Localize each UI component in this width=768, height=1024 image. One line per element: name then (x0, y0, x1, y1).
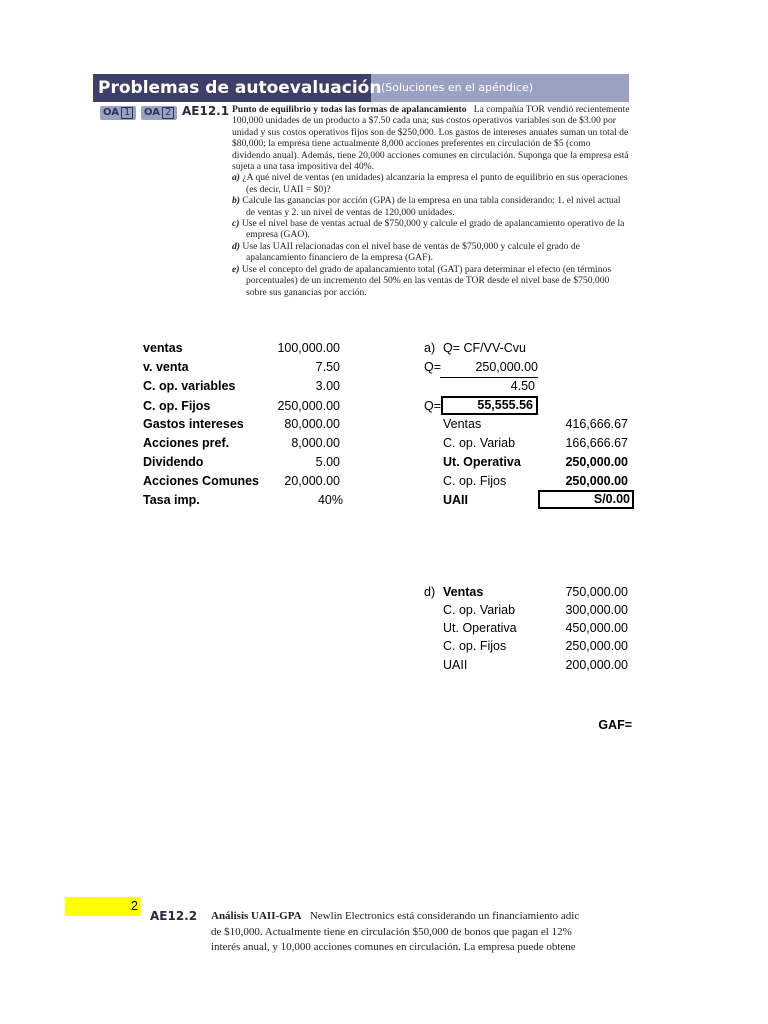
part-d-label-uaii[interactable]: UAII (443, 658, 468, 672)
part-a-value-ventas[interactable]: 416,666.67 (565, 417, 628, 431)
input-value-dividendo[interactable]: 5.00 (315, 455, 340, 469)
oa-badge-number: 2 (162, 107, 174, 119)
breakeven-formula[interactable]: Q= CF/VV-Cvu (443, 341, 527, 355)
part-a-label-ventas[interactable]: Ventas (443, 417, 482, 431)
input-value-costos-variables[interactable]: 3.00 (315, 379, 340, 393)
oa-badge-2 (141, 106, 177, 120)
problem-intro: La compañía TOR vendió recientemente 100,000 unidades de un producto a $7.50 cada una; sus costos operativos variables son de $3.00 por unidad y sus costos operativos fijos son de $250,000. Los gastos de intereses anuales suman un total de $80,000; la empresa tiene actualmente 8,000 acciones preferentes en circulación de $5 (como dividendo anual). Además, tiene 20,000 acciones comunes en circulación. Suponga que la empresa está sujeta a una tasa impositiva del 40%. (232, 104, 630, 173)
part-a-value-ut-operativa[interactable]: 250,000.00 (565, 455, 628, 469)
input-label-acciones-comunes[interactable]: Acciones Comunes (143, 474, 260, 488)
next-problem-line-3: interés anual, y 10,000 acciones comunes en circulación. La empresa puede obtene (211, 941, 576, 953)
problem-code: AE12.1 (182, 104, 230, 118)
oa-badge-number: 1 (121, 107, 133, 119)
input-label-dividendo[interactable]: Dividendo (143, 455, 204, 469)
input-label-gastos-intereses[interactable]: Gastos intereses (143, 417, 244, 431)
part-a-label-ut-operativa[interactable]: Ut. Operativa (443, 455, 521, 469)
part-a-value-costos-fijos[interactable]: 250,000.00 (565, 474, 628, 488)
problem-item-d: d) Use las UAII relacionadas con el nivel base de ventas de $750,000 y calcule el grado de apalancamiento financiero de la empresa (GAF). (232, 240, 580, 264)
problem-item-a: a) ¿A qué nivel de ventas (en unidades) alcanzaría la empresa el punto de equilibrio en sus operaciones (es decir, UAII = $0)? (232, 172, 628, 195)
gaf-label[interactable]: GAF= (598, 718, 632, 732)
problem-item-c: c) Use el nivel base de ventas actual de $750,000 y calcule el grado de apalancamiento operativo de la empresa (GAO). (232, 218, 625, 241)
part-a-label-costos-fijos[interactable]: C. op. Fijos (443, 474, 507, 488)
input-value-acciones-pref[interactable]: 8,000.00 (291, 436, 340, 450)
part-d-label-ventas[interactable]: Ventas (443, 585, 484, 599)
q-denominator[interactable]: 4.50 (510, 379, 535, 393)
section-subtitle: (Soluciones en el apéndice) (381, 81, 533, 94)
problem-item-e: e) Use el concepto del grado de apalancamiento total (GAT) para determinar el efecto (en términos porcentuales) de un incremento del 50% en las ventas de TOR desde el nivel base de $750,000 sobre sus ganancias por acción. (232, 263, 612, 298)
problem-statement (232, 104, 630, 298)
input-value-acciones-comunes[interactable]: 20,000.00 (284, 474, 340, 488)
highlighted-cell-value: 2 (131, 899, 138, 913)
input-label-tasa-imp[interactable]: Tasa imp. (143, 493, 200, 507)
part-d-letter[interactable]: d) (424, 585, 436, 599)
q-numerator[interactable]: 250,000.00 (440, 358, 538, 378)
part-d-label-costo-variable[interactable]: C. op. Variab (443, 603, 516, 617)
next-problem-line-1: Newlin Electronics está considerando un financiamiento adic (309, 910, 580, 922)
input-label-acciones-pref[interactable]: Acciones pref. (143, 436, 230, 450)
next-problem-code: AE12.2 (150, 909, 198, 923)
problem-item-b: b) Calcule las ganancias por acción (GPA) de la empresa en una tabla considerando: 1. el nivel actual de ventas y 2. un nivel de ventas de 120,000 unidades. (232, 195, 621, 218)
part-d-value-ventas[interactable]: 750,000.00 (565, 585, 628, 599)
input-value-gastos-intereses[interactable]: 80,000.00 (284, 417, 340, 431)
part-a-label-costo-variable[interactable]: C. op. Variab (443, 436, 516, 450)
part-d-label-costos-fijos[interactable]: C. op. Fijos (443, 639, 507, 653)
next-problem-text (211, 909, 635, 955)
book-section-header (93, 74, 629, 102)
next-problem-title: Análisis UAII-GPA (211, 910, 302, 922)
part-a-label-uaii[interactable]: UAII (443, 493, 468, 507)
input-value-precio-venta[interactable]: 7.50 (315, 360, 340, 374)
q-result-label[interactable]: Q= (424, 399, 442, 413)
input-value-costos-fijos[interactable]: 250,000.00 (277, 399, 340, 413)
part-a-value-costo-variable[interactable]: 166,666.67 (565, 436, 628, 450)
next-problem-line-2: de $10,000. Actualmente tiene en circulación $50,000 de bonos que pagan el 12% (211, 925, 572, 938)
part-a-letter[interactable]: a) (424, 341, 436, 355)
input-label-costos-variables[interactable]: C. op. variables (143, 379, 236, 393)
part-d-value-costo-variable[interactable]: 300,000.00 (565, 603, 628, 617)
part-d-value-uaii[interactable]: 200,000.00 (565, 658, 628, 672)
highlighted-cell[interactable] (65, 897, 141, 916)
problem-title: Punto de equilibrio y todas las formas de apalancamiento (232, 104, 467, 115)
part-d-label-ut-operativa[interactable]: Ut. Operativa (443, 621, 517, 635)
oa-badge-label: OA (144, 107, 160, 118)
input-value-tasa-imp[interactable]: 40% (317, 493, 343, 507)
input-label-costos-fijos[interactable]: C. op. Fijos (143, 399, 211, 413)
part-d-value-ut-operativa[interactable]: 450,000.00 (565, 621, 628, 635)
input-value-ventas[interactable]: 100,000.00 (277, 341, 340, 355)
oa-badge-label: OA (103, 107, 119, 118)
q-label[interactable]: Q= (424, 360, 442, 374)
oa-badge-1 (100, 106, 136, 120)
section-title: Problemas de autoevaluación (93, 74, 371, 102)
input-label-precio-venta[interactable]: v. venta (143, 360, 189, 374)
input-label-ventas[interactable]: ventas (143, 341, 183, 355)
part-a-value-uaii[interactable]: S/0.00 (538, 490, 634, 509)
part-d-value-costos-fijos[interactable]: 250,000.00 (565, 639, 628, 653)
q-result[interactable]: 55,555.56 (441, 396, 538, 415)
